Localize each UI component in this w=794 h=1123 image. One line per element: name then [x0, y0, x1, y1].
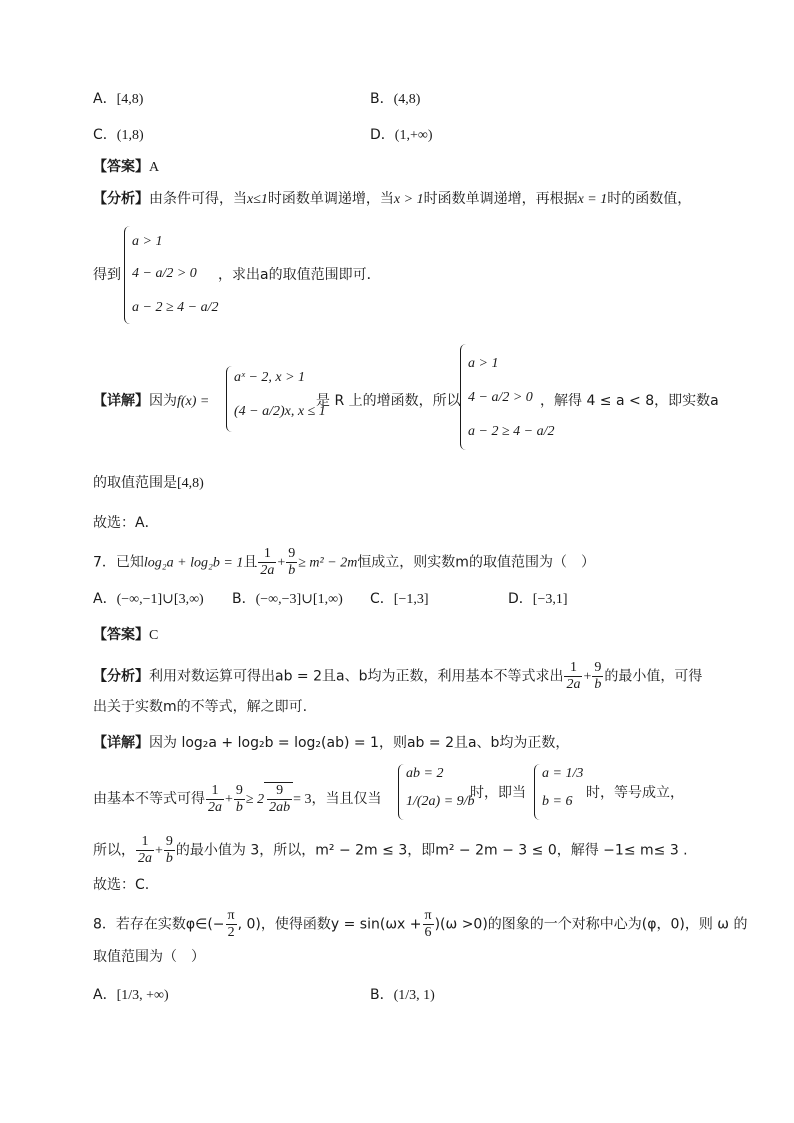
answer-value: C: [149, 628, 159, 643]
fraction-9-over-2ab: $\frac{9}{2ab}$: [269, 783, 291, 815]
q6-option-a: [93, 88, 143, 108]
function-label: f(x) =: [177, 394, 210, 409]
brace-icon: [124, 226, 131, 324]
option-value: [−3,1]: [532, 592, 568, 607]
q7-system-equality: [398, 764, 475, 820]
piece-row: (4 − a/2)x, x ≤ 1: [234, 404, 326, 419]
analysis-tag: 【分析】: [93, 191, 149, 207]
q8-stem-line2: 取值范围为（ ）: [93, 949, 205, 965]
fraction-1-over-2a: $\frac{1}{2a}$: [260, 546, 275, 578]
detail-text: = 3，当且仅当: [293, 792, 382, 807]
stem-text: 恒成立，则实数m的取值范围为（ ）: [357, 554, 595, 571]
answer-value: A: [149, 160, 160, 175]
option-label: A．: [93, 591, 117, 607]
option-value: (1/3, 1): [393, 988, 435, 1003]
q6-analysis-system: [124, 226, 219, 324]
system-row: ab = 2: [406, 766, 444, 781]
fraction-9-over-b: $\frac{9}{b}$: [288, 546, 296, 578]
option-label: B．: [232, 591, 256, 607]
q7-detail-when: 时，即当: [470, 785, 526, 801]
analysis-text: 利用对数运算可得出ab = 2且a、b均为正数，利用基本不等式求出: [149, 668, 564, 685]
condition: x = 1: [577, 192, 608, 207]
option-value: (−∞,−3]∪[1,∞): [255, 592, 343, 607]
sqrt-icon: [264, 782, 293, 816]
q7-option-d: [508, 588, 568, 608]
answer-tag: 【答案】: [93, 627, 149, 643]
q7-detail-line2: 由基本不等式可得 $\frac{1}{2a}$ + $\frac{9}{b}$ ≥ 2 $\frac{9}{2ab}$ = 3，当且仅当: [93, 782, 382, 815]
analysis-text: 时函数单调递增，再根据: [423, 191, 578, 207]
q8-option-a: [93, 984, 169, 1004]
analysis-text: 时函数单调递增，当: [267, 191, 394, 207]
option-label: D．: [508, 591, 533, 607]
q7-answer: [93, 624, 158, 644]
fraction-1-over-2a: $\frac{1}{2a}$: [208, 782, 222, 815]
q6-detail-lead: [93, 390, 209, 410]
q6-detail-range-line: [93, 472, 204, 492]
system-row: a > 1: [468, 356, 499, 371]
q6-analysis-line1: [93, 188, 691, 208]
analysis-text: 时的函数值，: [607, 191, 692, 207]
detail-text: 所以，: [93, 842, 135, 859]
stem-text: , 0)，使得函数y = sin(ωx +: [237, 916, 422, 933]
stem-text: 7．已知: [93, 554, 144, 571]
system-row: a − 2 ≥ 4 − a/2: [468, 424, 555, 439]
q7-choose: 故选：C.: [93, 877, 150, 893]
brace-icon: [226, 366, 233, 432]
fraction-1-over-2a: $\frac{1}{2a}$: [138, 834, 152, 866]
system-row: b = 6: [542, 794, 573, 809]
q6-option-b: [370, 88, 420, 108]
stem-text: 8．若存在实数φ∈(−: [93, 916, 225, 933]
q7-detail-line1: [93, 732, 569, 752]
option-value: (1,+∞): [394, 128, 433, 143]
option-label: C．: [93, 127, 117, 143]
brace-icon: [398, 764, 405, 820]
q6-choose: 故选：A．: [93, 515, 159, 531]
system-row: a > 1: [132, 234, 163, 249]
range-value: [4,8): [177, 476, 204, 491]
analysis-tag: 【分析】: [93, 668, 149, 685]
q6-option-d: [370, 124, 432, 144]
fraction-1-over-2a: $\frac{1}{2a}$: [566, 660, 581, 692]
q6-option-c: [93, 124, 144, 144]
detail-text: 因为 log₂a + log₂b = log₂(ab) = 1，则ab = 2且a、b均为正数，: [149, 735, 570, 751]
q8-stem-line1: [93, 908, 747, 941]
option-label: D．: [370, 127, 395, 143]
option-label: A．: [93, 987, 117, 1003]
q7-detail-equal: 时，等号成立，: [586, 785, 684, 801]
q7-detail-line3: 所以， $\frac{1}{2a}$ + $\frac{9}{b}$ 的最小值为 3，所以，m² − 2m ≤ 3，即m² − 2m − 3 ≤ 0，解得 −1≤ m≤ 3 .: [93, 834, 688, 866]
log-expression: log₂a + log₂b = 1: [143, 555, 244, 571]
q6-analysis-suffix: ，求出a的取值范围即可．: [218, 267, 381, 283]
q6-detail-system: [460, 344, 555, 450]
option-value: [1/3, +∞): [116, 988, 169, 1003]
q7-stem: 7．已知log₂a + log₂b = 1且 $\frac{1}{2a}$ + $\frac{9}{b}$ ≥ m² − 2m恒成立，则实数m的取值范围为（ ）: [93, 546, 595, 578]
fraction-9-over-b: $\frac{9}{b}$: [235, 782, 243, 815]
piece-row: aˣ − 2, x > 1: [234, 370, 306, 385]
detail-tag: 【详解】: [93, 393, 149, 409]
q8-option-b: [370, 984, 435, 1004]
detail-tag: 【详解】: [93, 735, 149, 751]
option-label: A．: [93, 91, 117, 107]
option-value: [−1,3]: [393, 592, 429, 607]
fraction-pi-over-6: $\frac{\pi}{6}$: [424, 908, 432, 940]
detail-text: 由基本不等式可得: [93, 791, 205, 807]
q7-system-solution: [534, 764, 584, 820]
stem-text: )(ω >0)的图象的一个对称中心为(φ，0)，则 ω 的: [434, 916, 748, 933]
brace-icon: [534, 764, 541, 820]
option-value: (−∞,−1]∪[3,∞): [116, 592, 204, 607]
q7-option-b: [232, 588, 343, 608]
detail-text: 的取值范围是: [93, 475, 177, 491]
system-row: a = 1/3: [542, 766, 584, 781]
q6-detail-text2: 是 R 上的增函数，所以: [316, 393, 461, 409]
option-value: (4,8): [393, 92, 421, 107]
option-label: C．: [370, 591, 394, 607]
fraction-9-over-b: $\frac{9}{b}$: [594, 660, 602, 692]
option-label: B．: [370, 987, 394, 1003]
detail-text: 的最小值为 3，所以，m² − 2m ≤ 3，即m² − 2m − 3 ≤ 0，解得 −1≤ m≤ 3 .: [175, 842, 688, 859]
brace-icon: [460, 344, 467, 450]
q7-option-c: [370, 588, 429, 608]
condition: x≤1: [247, 192, 268, 207]
option-value: (1,8): [116, 128, 144, 143]
analysis-text: 的最小值，可得: [604, 668, 703, 685]
analysis-text: 由条件可得，当: [149, 191, 247, 207]
answer-tag: 【答案】: [93, 159, 149, 175]
inequality: ≥ m² − 2m: [298, 555, 358, 571]
fraction-9-over-b: $\frac{9}{b}$: [165, 834, 173, 866]
q6-analysis-prefix: 得到: [93, 267, 121, 283]
q7-analysis-line1: 【分析】利用对数运算可得出ab = 2且a、b均为正数，利用基本不等式求出 $\frac{1}{2a}$ + $\frac{9}{b}$ 的最小值，可得: [93, 660, 703, 692]
fraction-pi-over-2: $\frac{\pi}{2}$: [227, 908, 235, 940]
condition: x > 1: [393, 192, 424, 207]
option-value: [4,8): [116, 92, 144, 107]
q6-detail-text3: ，解得 4 ≤ a < 8，即实数a: [540, 393, 719, 409]
detail-text: 因为: [149, 393, 177, 409]
inequality: ≥ 2: [245, 792, 265, 807]
system-row: 1/(2a) = 9/b: [406, 794, 475, 809]
q6-answer: [93, 156, 159, 176]
option-label: B．: [370, 91, 394, 107]
q7-analysis-line2: 出关于实数m的不等式，解之即可.: [93, 699, 308, 715]
q6-piecewise-function: [226, 366, 326, 432]
stem-text: 且: [243, 554, 258, 571]
system-row: 4 − a/2 > 0: [132, 266, 197, 281]
system-row: a − 2 ≥ 4 − a/2: [132, 300, 219, 315]
q7-options: [93, 588, 204, 608]
system-row: 4 − a/2 > 0: [468, 390, 533, 405]
